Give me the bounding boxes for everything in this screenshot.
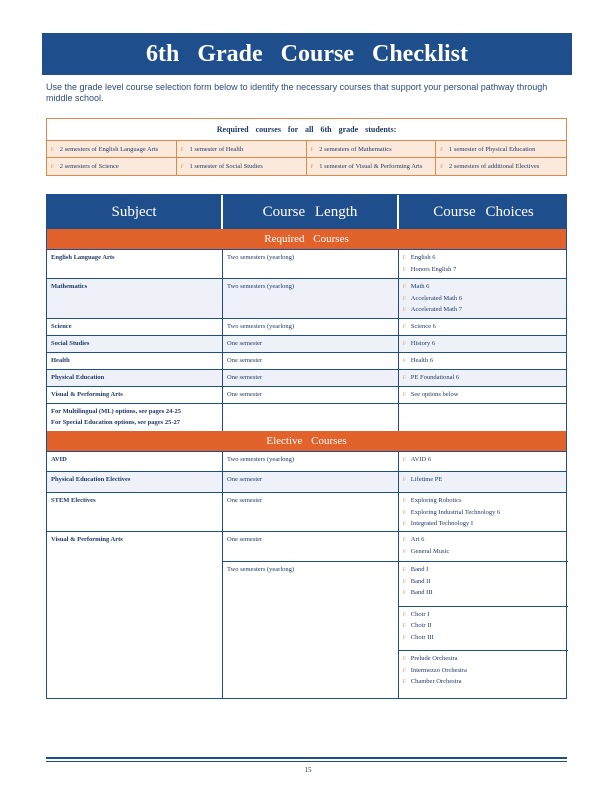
vpa-one-semester-choices bbox=[399, 532, 568, 561]
empty-cell bbox=[399, 404, 568, 431]
choice-item: F Exploring Industrial Technology 6 bbox=[403, 508, 501, 516]
required-courses-grid bbox=[47, 141, 566, 175]
required-courses-box bbox=[46, 118, 567, 176]
vpa-two-semester-length: Two semesters (yearlong) bbox=[223, 562, 399, 698]
choice-item: F Science 6 bbox=[403, 323, 436, 330]
choice-item: F Honors English 7 bbox=[403, 265, 457, 273]
length-cell: Two semesters (yearlong) bbox=[223, 319, 399, 337]
choices-cell bbox=[399, 353, 568, 371]
bullet-icon: F bbox=[310, 165, 314, 170]
choice-item: F Accelerated Math 6 bbox=[403, 294, 463, 302]
sped-note-line: For Special Education options, see pages 25-27 bbox=[51, 418, 180, 426]
header-course-length: Course Length bbox=[223, 195, 399, 229]
bullet-icon: F bbox=[403, 499, 406, 504]
required-course-item: F 2 semesters of Mathematics bbox=[307, 141, 437, 158]
subject-cell: STEM Electives bbox=[47, 493, 223, 534]
table-row bbox=[47, 492, 566, 531]
choices-cell bbox=[399, 452, 568, 471]
bullet-icon: F bbox=[403, 591, 406, 596]
choices-cell bbox=[399, 336, 568, 354]
bullet-icon: F bbox=[403, 668, 406, 674]
choices-cell bbox=[399, 493, 568, 534]
length-cell: One semester bbox=[223, 336, 399, 354]
vpa-one-semester-length: One semester bbox=[223, 532, 399, 561]
header-course-choices: Course Choices bbox=[433, 204, 534, 220]
table-row bbox=[47, 352, 566, 369]
choice-item: F History 6 bbox=[403, 340, 436, 347]
choice-group bbox=[399, 606, 568, 651]
table-row bbox=[47, 318, 566, 335]
choices-cell bbox=[399, 250, 568, 279]
choice-item: F See options below bbox=[403, 391, 459, 398]
subject-cell: English Language Arts bbox=[47, 250, 223, 279]
length-cell: Two semesters (yearlong) bbox=[223, 452, 399, 471]
bullet-icon: F bbox=[403, 624, 406, 629]
bullet-icon: F bbox=[310, 148, 314, 153]
choice-item: F English 6 bbox=[403, 254, 436, 261]
choice-item: F Lifetime PE bbox=[403, 476, 443, 483]
bullet-icon: F bbox=[440, 165, 444, 170]
bullet-icon: F bbox=[403, 393, 406, 398]
length-cell: One semester bbox=[223, 387, 399, 405]
table-row bbox=[47, 451, 566, 471]
bullet-icon: F bbox=[403, 308, 406, 313]
choice-item: F Art 6 bbox=[403, 536, 425, 543]
choice-item: F Band II bbox=[403, 577, 431, 585]
table-header bbox=[47, 195, 566, 229]
bullet-icon: F bbox=[403, 478, 406, 483]
bullet-icon: F bbox=[403, 359, 406, 364]
vpa-subject: Visual & Performing Arts bbox=[47, 532, 223, 698]
table-row bbox=[47, 335, 566, 352]
table-row bbox=[47, 369, 566, 386]
required-course-item: F 2 semesters of additional Electives bbox=[436, 158, 566, 175]
footer-divider bbox=[46, 761, 567, 762]
page-title: 6th Grade Course Checklist bbox=[42, 33, 572, 75]
choice-group bbox=[403, 565, 564, 606]
choice-item: F Math 6 bbox=[403, 283, 430, 290]
subject-cell: Health bbox=[47, 353, 223, 371]
choice-item: F General Music bbox=[403, 547, 450, 555]
required-courses-bar: Required Courses bbox=[47, 229, 566, 249]
intro-text: Use the grade level course selection form below to identify the necessary courses that support your personal pathway through middle school. bbox=[46, 82, 548, 103]
required-course-item: F 2 semesters of Science bbox=[47, 158, 177, 175]
bullet-icon: F bbox=[403, 256, 406, 261]
bullet-icon: F bbox=[403, 657, 406, 662]
required-rows bbox=[47, 249, 566, 403]
header-subject: Subject bbox=[47, 195, 223, 229]
subject-cell: Mathematics bbox=[47, 279, 223, 320]
subject-cell: Social Studies bbox=[47, 336, 223, 354]
table-row bbox=[47, 386, 566, 403]
choices-cell bbox=[399, 370, 568, 388]
elective-rows bbox=[47, 451, 566, 531]
choice-item: F Choir II bbox=[403, 622, 432, 629]
choices-cell bbox=[399, 319, 568, 337]
bullet-icon: F bbox=[403, 549, 406, 555]
bullet-icon: F bbox=[403, 568, 406, 573]
bullet-icon: F bbox=[403, 342, 406, 347]
vpa-elective-block bbox=[47, 531, 566, 698]
bullet-icon: F bbox=[403, 538, 406, 543]
bullet-icon: F bbox=[403, 612, 406, 618]
length-cell: Two semesters (yearlong) bbox=[223, 279, 399, 320]
bullet-icon: F bbox=[403, 325, 406, 330]
choice-item: F Integrated Technology I bbox=[403, 520, 474, 527]
vpa-options bbox=[223, 532, 568, 698]
choices-cell bbox=[399, 279, 568, 320]
bullet-icon: F bbox=[440, 148, 444, 153]
vpa-one-semester-row bbox=[223, 532, 568, 561]
length-cell: One semester bbox=[223, 370, 399, 388]
bullet-icon: F bbox=[403, 458, 406, 463]
bullet-icon: F bbox=[403, 680, 406, 685]
required-course-item: F 1 semester of Visual & Performing Arts bbox=[307, 158, 437, 175]
bullet-icon: F bbox=[403, 376, 406, 381]
ml-note-cell bbox=[47, 404, 223, 431]
choice-item: F PE Foundational 6 bbox=[403, 374, 460, 381]
page-number: 15 bbox=[304, 766, 312, 774]
length-cell: One semester bbox=[223, 353, 399, 371]
ml-note-row bbox=[47, 403, 566, 431]
choice-item: F Accelerated Math 7 bbox=[403, 306, 463, 313]
required-course-item: F 1 semester of Social Studies bbox=[177, 158, 307, 175]
bullet-icon: F bbox=[51, 165, 54, 170]
bullet-icon: F bbox=[180, 148, 184, 153]
choices-cell bbox=[399, 387, 568, 405]
table-row bbox=[47, 471, 566, 492]
subject-cell: Visual & Performing Arts bbox=[47, 387, 223, 405]
elective-courses-bar: Elective Courses bbox=[47, 431, 566, 451]
choice-item: F Prelude Orchestra bbox=[403, 655, 458, 662]
bullet-icon: F bbox=[403, 267, 406, 273]
empty-cell bbox=[223, 404, 399, 431]
choice-item: F Exploring Robotics bbox=[403, 497, 462, 504]
bullet-icon: F bbox=[403, 522, 406, 527]
bullet-icon: F bbox=[180, 165, 184, 170]
bullet-icon: F bbox=[51, 148, 54, 153]
table-row bbox=[47, 278, 566, 318]
bullet-icon: F bbox=[403, 285, 406, 290]
bullet-icon: F bbox=[403, 296, 406, 302]
choice-item: F Band III bbox=[403, 589, 433, 596]
vpa-two-semester-row bbox=[223, 561, 568, 698]
length-cell: Two semesters (yearlong) bbox=[223, 250, 399, 279]
required-course-item: F 1 semester of Health bbox=[177, 141, 307, 158]
subject-cell: Physical Education bbox=[47, 370, 223, 388]
ml-note-line: For Multilingual (ML) options, see pages 24-25 bbox=[51, 408, 182, 415]
subject-cell: AVID bbox=[47, 452, 223, 471]
subject-cell: Physical Education Electives bbox=[47, 472, 223, 492]
length-cell: One semester bbox=[223, 493, 399, 534]
choice-group bbox=[399, 650, 568, 695]
choice-item: F Choir I bbox=[403, 610, 430, 618]
bullet-icon: F bbox=[403, 510, 406, 516]
required-courses-heading: Required courses for all 6th grade students: bbox=[47, 119, 566, 141]
required-course-item: F 2 semesters of English Language Arts bbox=[47, 141, 177, 158]
course-table bbox=[46, 194, 567, 699]
subject-cell: Science bbox=[47, 319, 223, 337]
choices-cell bbox=[399, 472, 568, 492]
required-course-item: F 1 semester of Physical Education bbox=[436, 141, 566, 158]
table-row bbox=[47, 249, 566, 278]
vpa-two-semester-choices bbox=[399, 562, 568, 698]
choice-item: F AVID 6 bbox=[403, 456, 432, 463]
choice-item: F Choir III bbox=[403, 633, 434, 641]
choice-item: F Intermezzo Orchestra bbox=[403, 666, 467, 674]
bullet-icon: F bbox=[403, 635, 406, 641]
length-cell: One semester bbox=[223, 472, 399, 492]
choice-item: F Band I bbox=[403, 566, 429, 573]
choice-item: F Health 6 bbox=[403, 357, 433, 364]
choice-item: F Chamber Orchestra bbox=[403, 678, 462, 685]
bullet-icon: F bbox=[403, 579, 406, 585]
footer-divider bbox=[46, 757, 567, 759]
